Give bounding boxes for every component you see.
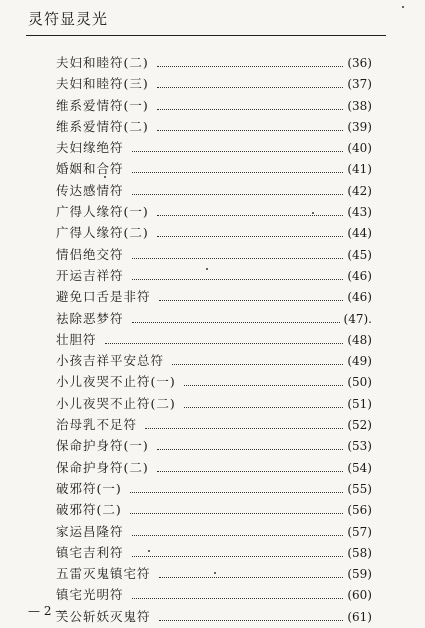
toc-entry-page: (54)	[347, 460, 372, 475]
toc-entry	[56, 394, 372, 415]
toc-entry-title: 夫妇和睦符(二)	[56, 55, 149, 70]
toc-entry	[56, 543, 372, 564]
toc-entry-page: (37)	[347, 77, 372, 92]
toc-entry-title: 小儿夜哭不止符(一)	[56, 374, 176, 390]
toc-entry	[56, 202, 372, 223]
toc-entry-page: (44)	[347, 226, 372, 241]
toc-entry-title: 夫妇和睦符(三)	[56, 76, 149, 92]
toc-entry-title: 广得人缘符(一)	[56, 204, 149, 220]
toc-entry-page: (55)	[347, 481, 372, 496]
toc-entry	[56, 117, 372, 138]
dot-leader	[184, 407, 344, 408]
toc-entry-page: (56)	[347, 503, 372, 518]
toc-entry-title: 维系爱情符(一)	[56, 97, 149, 113]
toc-entry	[56, 351, 372, 372]
toc-entry-page: (39)	[347, 119, 372, 134]
toc-entry-page: (49)	[347, 354, 372, 369]
toc-entry	[56, 309, 372, 330]
toc-entry	[56, 479, 372, 500]
toc-entry-page: (58)	[347, 545, 372, 560]
dot-leader	[132, 151, 344, 152]
scan-speck	[312, 212, 314, 214]
toc-entry-title: 治母乳不足符	[56, 417, 138, 433]
toc-entry-page: (50)	[347, 375, 372, 390]
toc-entry	[56, 564, 372, 585]
toc-entry	[56, 287, 372, 308]
toc-entry	[56, 138, 372, 159]
toc-entry	[56, 458, 372, 479]
toc-entry-title: 保命护身符(一)	[56, 438, 149, 454]
dot-leader	[132, 322, 340, 323]
dot-leader	[159, 577, 344, 578]
toc-entry	[56, 53, 372, 74]
toc-entry-page: (36)	[347, 56, 372, 70]
toc-entry	[56, 223, 372, 244]
toc-entry-page: (46)	[347, 268, 372, 283]
toc-entry-page: (45)	[347, 247, 372, 262]
header-rule	[26, 35, 386, 36]
dot-leader	[132, 556, 344, 557]
toc-entry-title: 壮胆符	[56, 331, 97, 347]
toc-entry-title: 破邪符(一)	[56, 480, 122, 496]
toc-entry-page: (51)	[347, 396, 372, 411]
toc-entry-title: 破邪符(二)	[56, 502, 122, 518]
toc-entry-title: 镇宅光明符	[56, 587, 124, 603]
toc-entry-page: (47).	[343, 311, 372, 326]
dot-leader	[157, 130, 344, 131]
toc-entry-title: 夫妇缘绝符	[56, 140, 124, 156]
dot-leader	[132, 535, 344, 536]
toc-entry-title: 开运吉祥符	[56, 267, 124, 283]
toc-entry-page: (52)	[347, 418, 372, 433]
toc-entry-page: (43)	[347, 205, 372, 220]
toc-entry-page: (53)	[347, 439, 372, 454]
toc-entry-page: (60)	[347, 588, 372, 603]
toc-entry-title: 婚姻和合符	[56, 161, 124, 177]
scan-speck	[214, 572, 216, 574]
toc-entry	[56, 522, 372, 543]
toc-entry-title: 家运昌隆符	[56, 523, 124, 539]
dot-leader	[132, 172, 344, 173]
dot-leader	[159, 300, 344, 301]
dot-leader	[130, 513, 344, 514]
scan-speck	[206, 268, 208, 270]
toc-entry-title: 小孩吉祥平安总符	[56, 353, 165, 369]
toc-entry	[56, 436, 372, 457]
scan-speck	[104, 176, 106, 178]
toc-entry-title: 镇宅吉利符	[56, 544, 124, 560]
toc-entry	[56, 372, 372, 393]
toc-entry	[56, 330, 372, 351]
dot-leader	[130, 492, 344, 493]
dot-leader	[157, 471, 344, 472]
toc-entry-page: (46)	[347, 290, 372, 305]
toc-entry-title: 关公斩妖灭鬼符	[56, 608, 151, 624]
page-number: — 2 —	[28, 605, 68, 618]
toc-entry-title: 保命护身符(二)	[56, 459, 149, 475]
toc-entry-page: (59)	[347, 567, 372, 582]
toc-entry-page: (38)	[347, 98, 372, 113]
toc-entry-title: 避免口舌是非符	[56, 289, 151, 305]
running-header: 灵符显灵光	[28, 10, 109, 28]
dot-leader	[159, 620, 344, 621]
toc-entry-title: 广得人缘符(二)	[56, 225, 149, 241]
toc-entry-title: 传达感情符	[56, 182, 124, 198]
toc-entry	[56, 585, 372, 606]
dot-leader	[157, 449, 344, 450]
dot-leader	[105, 343, 344, 344]
toc-entry-page: (57)	[347, 524, 372, 539]
dot-leader	[132, 279, 344, 280]
dot-leader	[132, 598, 344, 599]
toc-entry-page: (42)	[347, 183, 372, 198]
toc-entry	[56, 266, 372, 287]
dot-leader	[145, 428, 343, 429]
toc-entry-title: 祛除恶梦符	[56, 310, 124, 326]
toc-entry	[56, 181, 372, 202]
dot-leader	[157, 215, 344, 216]
toc-entry	[56, 607, 372, 628]
table-of-contents	[56, 53, 372, 628]
toc-entry	[56, 500, 372, 521]
toc-entry-page: (41)	[347, 162, 372, 177]
toc-entry	[56, 245, 372, 266]
dot-leader	[157, 87, 344, 88]
dot-leader	[157, 66, 344, 67]
toc-entry-page: (61)	[347, 609, 372, 624]
toc-entry-title: 小儿夜哭不止符(二)	[56, 395, 176, 411]
toc-entry-title: 维系爱情符(二)	[56, 118, 149, 134]
toc-entry-title: 情侣绝交符	[56, 246, 124, 262]
toc-entry-page: (40)	[347, 141, 372, 156]
toc-entry	[56, 415, 372, 436]
toc-entry-title: 五雷灭鬼镇宅符	[56, 566, 151, 582]
scan-speck	[148, 550, 150, 552]
scan-speck	[402, 6, 404, 8]
dot-leader	[157, 109, 344, 110]
toc-entry	[56, 96, 372, 117]
toc-entry-page: (48)	[347, 332, 372, 347]
dot-leader	[157, 236, 344, 237]
dot-leader	[132, 194, 344, 195]
dot-leader	[172, 364, 343, 365]
dot-leader	[132, 258, 344, 259]
toc-entry	[56, 74, 372, 95]
dot-leader	[184, 385, 344, 386]
